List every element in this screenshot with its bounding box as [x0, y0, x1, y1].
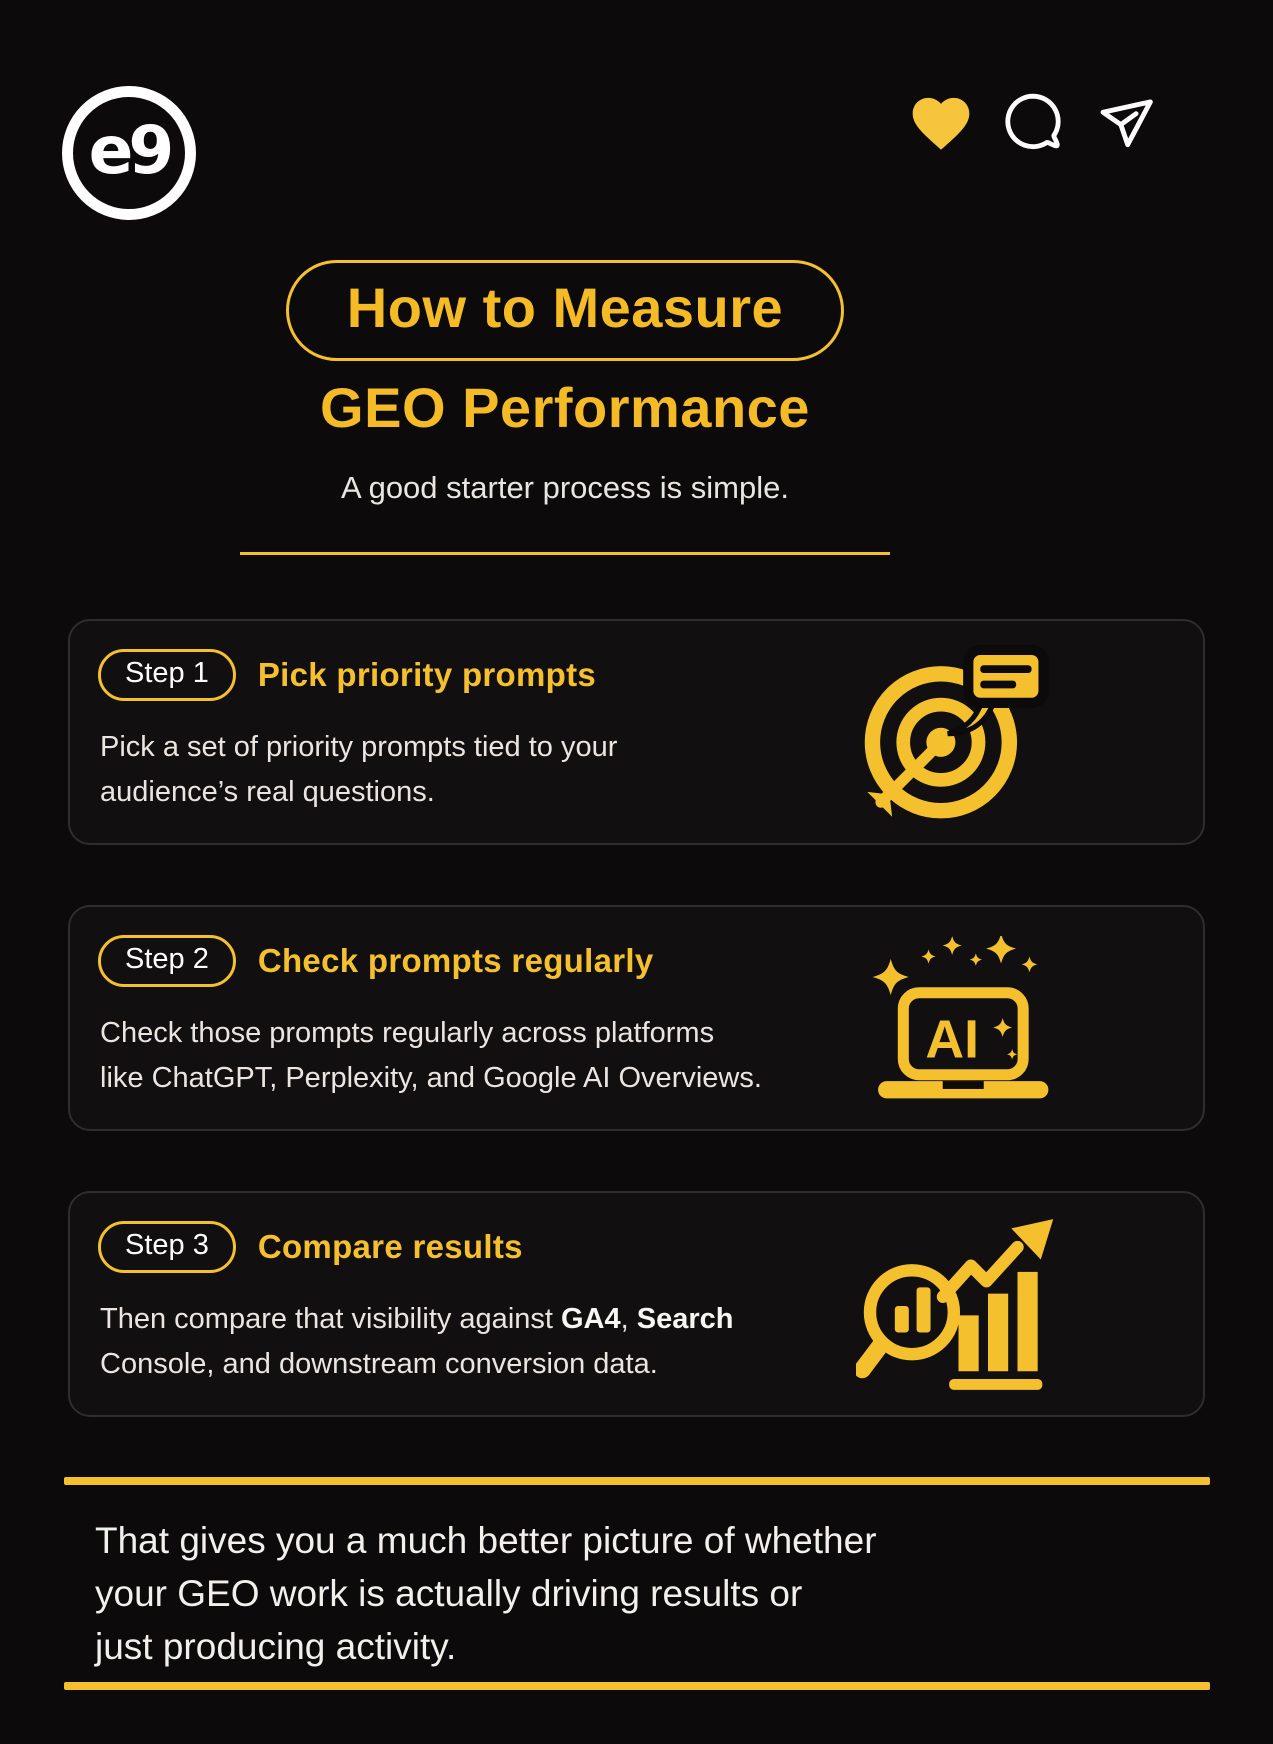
step-badge-3: Step 3 [98, 1221, 236, 1273]
step-body-1: Pick a set of priority prompts tied to your audience’s real questions. [100, 731, 618, 808]
brand-logo[interactable] [62, 86, 196, 220]
comment-icon[interactable] [999, 88, 1067, 156]
step-card-2 [68, 905, 1205, 1131]
page-title-line2: GEO Performance [320, 376, 810, 439]
step-badge-2: Step 2 [98, 935, 236, 987]
step-body-2: Check those prompts regularly across platforms like ChatGPT, Perplexity, and Google AI Overviews. [100, 1017, 762, 1094]
footer-summary: That gives you a much better picture of whether your GEO work is actually driving results or just producing activity. [95, 1520, 877, 1667]
step-badge-1: Step 1 [98, 649, 236, 701]
step-body-3: Then compare that visibility against GA4, Search Console, and downstream conversion data. [100, 1303, 734, 1380]
step-heading-2: Check prompts regularly [257, 942, 654, 980]
magnifier-bar-chart-icon [853, 1216, 1063, 1393]
brand-logo-text: e9 [88, 111, 170, 189]
title-block [240, 0, 890, 555]
footer-divider-top [64, 1477, 1210, 1485]
heart-icon[interactable] [907, 90, 975, 154]
step-card-1 [68, 619, 1205, 845]
page-title-line1: How to Measure [346, 276, 784, 339]
share-icon[interactable] [1091, 89, 1161, 155]
title-pill [286, 260, 844, 361]
social-actions [907, 88, 1161, 156]
step-heading-1: Pick priority prompts [257, 656, 597, 694]
page-subtitle: A good starter process is simple. [341, 470, 789, 505]
steps-list [68, 619, 1205, 1417]
target-arrow-chat-icon [853, 643, 1063, 821]
svg-text:AI: AI [924, 1009, 979, 1070]
step-heading-3: Compare results [257, 1228, 523, 1266]
title-divider [240, 552, 890, 555]
step-card-3 [68, 1191, 1205, 1417]
footer-divider-bottom [64, 1682, 1210, 1690]
ai-laptop-sparkles-icon [853, 936, 1063, 1100]
